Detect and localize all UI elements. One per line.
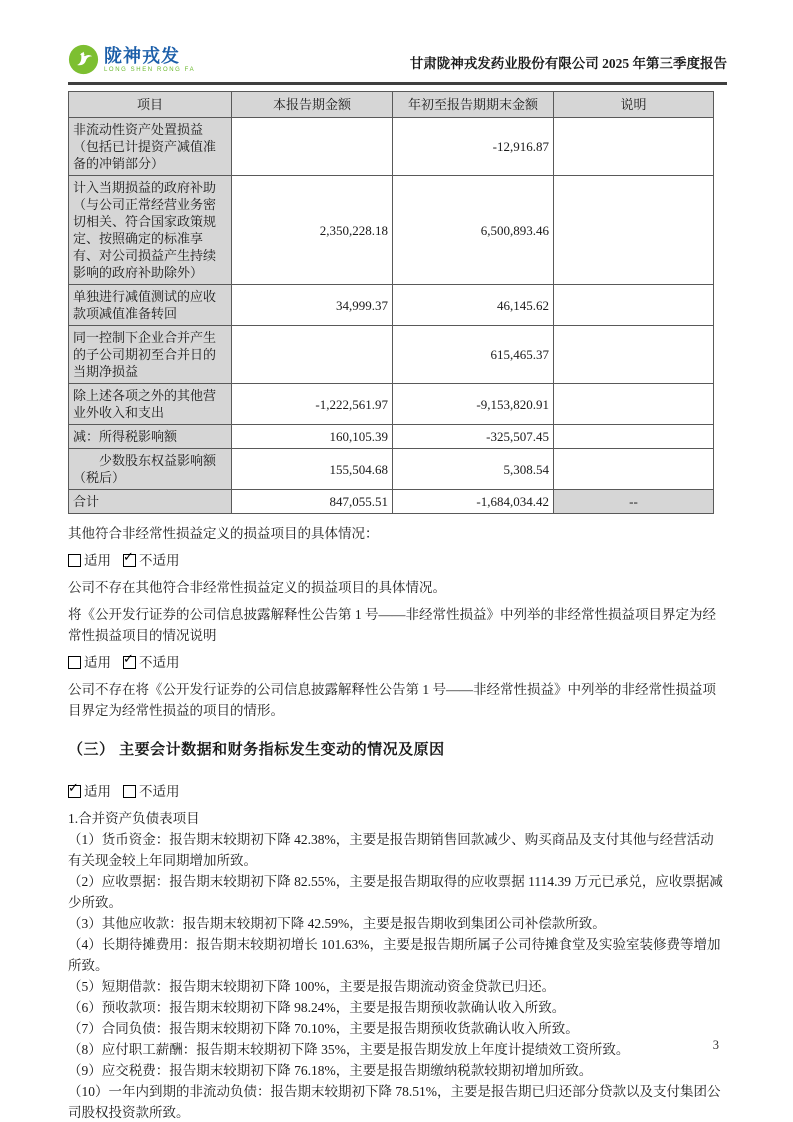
row-item-label: 单独进行减值测试的应收款项减值准备转回: [69, 285, 232, 326]
table-header-row: [69, 92, 714, 118]
row-ytd-amount: 5,308.54: [393, 449, 554, 490]
list-item-7: （7）合同负债：报告期末较期初下降 70.10%，主要是报告期预收货款确认收入所致。: [68, 1021, 579, 1036]
checkbox-na-checked-icon: ✓: [123, 554, 136, 567]
row-current-amount: -1,222,561.97: [232, 384, 393, 425]
row-current-amount: [232, 326, 393, 384]
row-current-amount: 160,105.39: [232, 425, 393, 449]
table-row: [69, 425, 714, 449]
row-current-amount: [232, 118, 393, 176]
checkbox-na-unchecked-icon: [123, 785, 136, 798]
section-heading-3: （三） 主要会计数据和财务指标发生变动的情况及原因: [68, 741, 445, 758]
col-header-ytd: 年初至报告期期末金额: [393, 92, 554, 118]
list-item-3: （3）其他应收款：报告期末较期初下降 42.59%，主要是报告期收到集团公司补偿款所致。: [68, 916, 606, 931]
checkbox-na-label: 不适用: [139, 655, 180, 670]
row-ytd-amount: -9,153,820.91: [393, 384, 554, 425]
total-ytd-amount: -1,684,034.42: [393, 490, 554, 514]
col-header-item: 项目: [69, 92, 232, 118]
paragraph-other-items: 其他符合非经常性损益定义的损益项目的具体情况：: [68, 526, 379, 541]
row-ytd-amount: -325,507.45: [393, 425, 554, 449]
checkbox-na-checked-icon: ✓: [123, 656, 136, 669]
total-row-note: --: [554, 490, 714, 514]
total-row-label: 合计: [69, 490, 232, 514]
list-item-5: （5）短期借款：报告期末较期初下降 100%，主要是报告期流动资金贷款已归还。: [68, 979, 556, 994]
row-current-amount: 34,999.37: [232, 285, 393, 326]
applicability-line-2: [68, 652, 727, 673]
company-logo-en: LONG SHEN RONG FA: [104, 66, 196, 73]
row-note: [554, 176, 714, 285]
list-item-2: （2）应收票据：报告期末较期初下降 82.55%，主要是报告期取得的应收票据 1114.39 万元已承兑，应收票据减少所致。: [68, 874, 723, 910]
row-note: [554, 326, 714, 384]
row-ytd-amount: -12,916.87: [393, 118, 554, 176]
header-divider: [68, 82, 727, 85]
list-item-9: （9）应交税费：报告期末较期初下降 76.18%，主要是报告期缴纳税款较期初增加所致。: [68, 1063, 593, 1078]
checkbox-na-label: 不适用: [139, 784, 180, 799]
list-item-10: （10）一年内到期的非流动负债：报告期末较期初下降 78.51%，主要是报告期已归还部分贷款以及支付集团公司股权投资款所致。: [68, 1084, 721, 1120]
row-item-label: 少数股东权益影响额（税后）: [69, 449, 232, 490]
paragraph-no-other-items: 公司不存在其他符合非经常性损益定义的损益项目的具体情况。: [68, 580, 446, 595]
row-ytd-amount: 46,145.62: [393, 285, 554, 326]
checkbox-apply-label: 适用: [84, 553, 111, 568]
non-recurring-items-table: [68, 91, 714, 514]
checkbox-apply-unchecked-icon: [68, 656, 81, 669]
list-item-4: （4）长期待摊费用：报告期末较期初增长 101.63%，主要是报告期所属子公司待摊食堂及实验室装修费等增加所致。: [68, 937, 721, 973]
row-item-label: 除上述各项之外的其他营业外收入和支出: [69, 384, 232, 425]
row-item-label: 非流动性资产处置损益（包括已计提资产减值准备的冲销部分）: [69, 118, 232, 176]
checkbox-apply-label: 适用: [84, 655, 111, 670]
row-ytd-amount: 615,465.37: [393, 326, 554, 384]
list-item-6: （6）预收款项：报告期末较期初下降 98.24%，主要是报告期预收款确认收入所致。: [68, 1000, 566, 1015]
paragraph-announcement-definition: 将《公开发行证券的公司信息披露解释性公告第 1 号——非经常性损益》中列举的非经常性损益项目界定为经常性损益项目的情况说明: [68, 607, 716, 643]
row-note: [554, 449, 714, 490]
total-current-amount: 847,055.51: [232, 490, 393, 514]
row-item-label: 计入当期损益的政府补助（与公司正常经营业务密切相关、符合国家政策规定、按照确定的标准享有、对公司损益产生持续影响的政府补助除外）: [69, 176, 232, 285]
paragraph-no-reclassification: 公司不存在将《公开发行证券的公司信息披露解释性公告第 1 号——非经常性损益》中列举的非经常性损益项目界定为经常性损益的项目的情形。: [68, 682, 716, 718]
col-header-current: 本报告期金额: [232, 92, 393, 118]
table-row: [69, 449, 714, 490]
company-logo: [68, 44, 195, 75]
checkbox-apply-label: 适用: [84, 784, 111, 799]
applicability-line-1: [68, 550, 727, 571]
row-current-amount: 155,504.68: [232, 449, 393, 490]
table-row: [69, 176, 714, 285]
row-note: [554, 285, 714, 326]
checkbox-na-label: 不适用: [139, 553, 180, 568]
table-row: [69, 326, 714, 384]
page-header: [68, 0, 727, 75]
row-item-label: 减：所得税影响额: [69, 425, 232, 449]
company-logo-text: [104, 47, 195, 73]
col-header-note: 说明: [554, 92, 714, 118]
company-logo-cn: 陇神戎发: [104, 45, 180, 66]
row-note: [554, 425, 714, 449]
table-row: [69, 118, 714, 176]
page-number: 3: [712, 1038, 719, 1052]
row-ytd-amount: 6,500,893.46: [393, 176, 554, 285]
balance-sheet-change-list: [68, 808, 727, 1122]
table-row: [69, 384, 714, 425]
list-item-8: （8）应付职工薪酬：报告期末较期初下降 35%，主要是报告期发放上年度计提绩效工资所致。: [68, 1042, 630, 1057]
checkbox-apply-checked-icon: ✓: [68, 785, 81, 798]
row-current-amount: 2,350,228.18: [232, 176, 393, 285]
report-title: 甘肃陇神戎发药业股份有限公司 2025 年第三季度报告: [409, 56, 727, 71]
row-note: [554, 384, 714, 425]
company-logo-icon: [68, 44, 99, 75]
list-item-1: （1）货币资金：报告期末较期初下降 42.38%，主要是报告期销售回款减少、购买商品及支付其他与经营活动有关现金较上年同期增加所致。: [68, 832, 714, 868]
table-row: [69, 285, 714, 326]
row-item-label: 同一控制下企业合并产生的子公司期初至合并日的当期净损益: [69, 326, 232, 384]
row-note: [554, 118, 714, 176]
list-title: 1.合并资产负债表项目: [68, 811, 200, 826]
table-total-row: [69, 490, 714, 514]
checkbox-apply-unchecked-icon: [68, 554, 81, 567]
applicability-line-3: [68, 781, 727, 802]
